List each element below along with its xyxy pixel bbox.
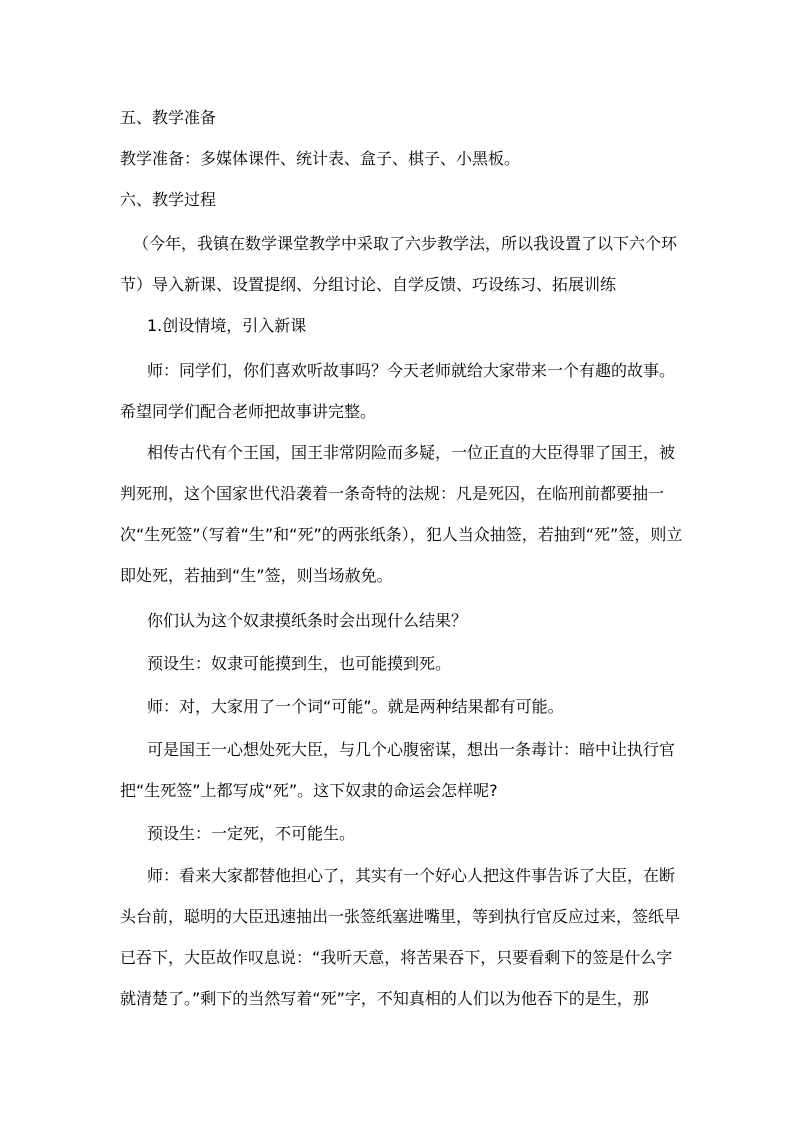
story-paragraph: 相传古代有个王国，国王非常阴险而多疑，一位正直的大臣得罪了国王，被判死刑，这个国家世代沿袭着一条奇特的法规：凡是死囚，在临刑前都要抽一次“生死签”（写着“生”和“死”的两张纸条），犯人当众抽签，若抽到“死”签，则立即处死，若抽到“生”签，则当场赦免。 [120,443,683,585]
teacher-reply-1: 师：对，大家用了一个词“可能”。就是两种结果都有可能。 [147,697,564,716]
section-heading-preparation: 五、教学准备 [120,108,217,127]
teacher-opening-paragraph: 师：同学们，你们喜欢听故事吗？今天老师就给大家带来一个有趣的故事。希望同学们配合老师把故事讲完整。 [120,361,676,421]
preparation-text: 教学准备：多媒体课件、统计表、盒子、棋子、小黑板。 [120,149,521,168]
process-intro-paragraph: （今年，我镇在数学课堂教学中采取了六步教学法，所以我设置了以下六个环节）导入新课、设置提纲、分组讨论、自学反馈、巧设练习、拓展训练 [120,234,678,294]
teacher-story-ending: 师：看来大家都替他担心了，其实有一个好心人把这件事告诉了大臣，在断头台前，聪明的大臣迅速抽出一张签纸塞进嘴里，等到执行官反应过来，签纸早已吞下，大臣故作叹息说：“我听天意，将苦果吞下，只要看剩下的签是什么字就清楚了。”剩下的当然写着“死”字，不知真相的人们以为他吞下的是生，那 [120,866,681,1008]
king-plot-paragraph: 可是国王一心想处死大臣，与几个心腹密谋，想出一条毒计：暗中让执行官把“生死签”上都写成“死”。这下奴隶的命运会怎样呢? [120,740,676,800]
section-heading-process: 六、教学过程 [120,190,217,209]
question-paragraph: 你们认为这个奴隶摸纸条时会出现什么结果？ [147,611,468,630]
student-answer-1: 预设生：奴隶可能摸到生，也可能摸到死。 [147,654,452,673]
step-heading-1: 1.创设情境，引入新课 [147,316,307,335]
student-answer-2: 预设生：一定死，不可能生。 [147,824,356,843]
